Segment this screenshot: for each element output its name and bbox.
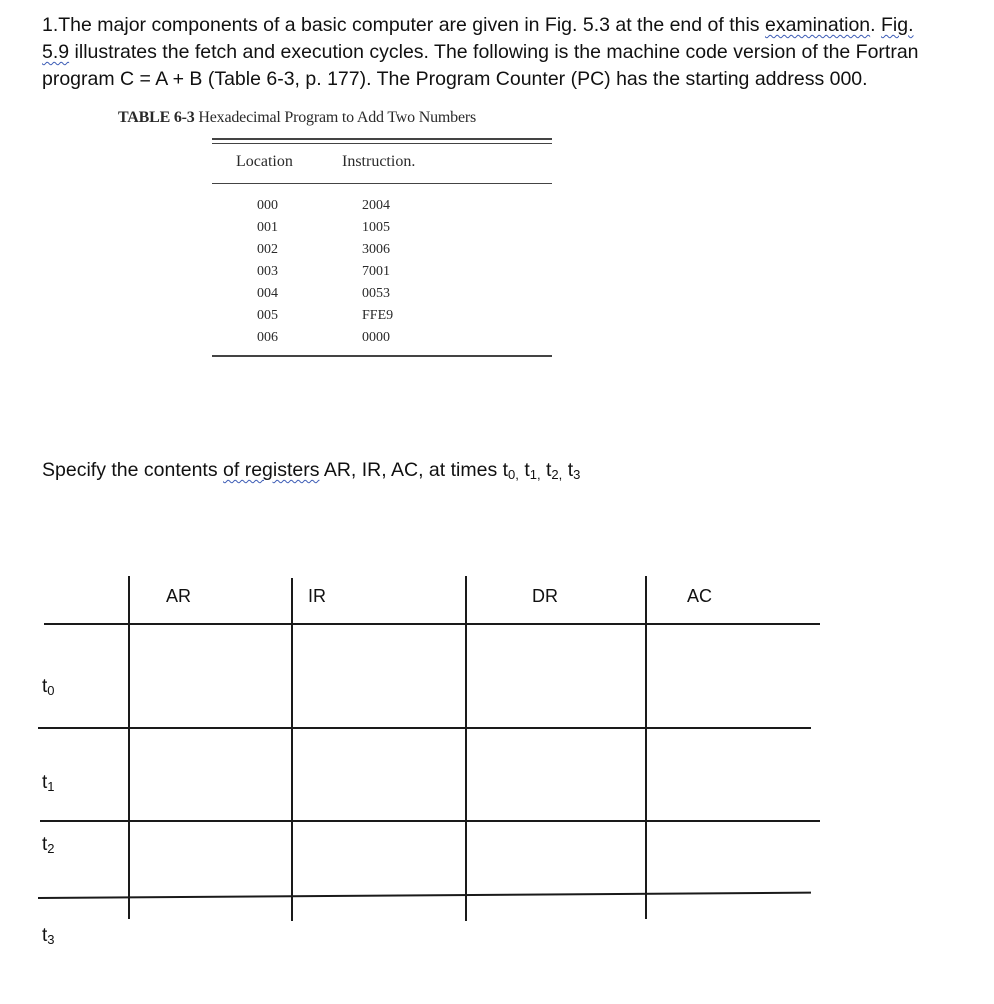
table-row-location: 002 bbox=[257, 242, 278, 257]
table-row-instruction: 2004 bbox=[362, 198, 390, 213]
row-label-sub: 3 bbox=[47, 932, 55, 947]
col-header-ir: IR bbox=[308, 586, 326, 606]
row-label-letter: t bbox=[42, 925, 48, 946]
table-row-location: 000 bbox=[257, 198, 278, 213]
spellcheck-word-examination: examination bbox=[764, 14, 871, 36]
row-label-letter: t bbox=[42, 834, 48, 855]
table-number: TABLE 6-3 bbox=[118, 109, 195, 126]
row-label-t2 bbox=[42, 834, 55, 856]
table-row-instruction: 7001 bbox=[362, 264, 390, 279]
question-line-2-text: illustrates the fetch and execution cycles. The following is the machine code version of the Fortran bbox=[69, 41, 919, 63]
question-line-1-text: 1.The major components of a basic computer are given in Fig. 5.3 at the end of this bbox=[42, 14, 765, 36]
table-title bbox=[118, 109, 476, 127]
prompt-t3-letter: t bbox=[567, 459, 574, 481]
row-label-sub: 1 bbox=[47, 779, 55, 794]
grid-vline-4 bbox=[645, 576, 647, 919]
prompt-t0-sub: 0, bbox=[508, 467, 519, 482]
row-label-sub: 0 bbox=[47, 683, 55, 698]
table-row-location: 004 bbox=[257, 286, 278, 301]
row-label-t3 bbox=[42, 925, 55, 947]
prompt-post: AR, IR, AC, at times t bbox=[319, 459, 509, 481]
table-row-instruction: 0000 bbox=[362, 330, 390, 345]
grid-vline-3 bbox=[465, 576, 467, 921]
table-row-instruction: 3006 bbox=[362, 242, 390, 257]
table-row-location: 003 bbox=[257, 264, 278, 279]
table-caption: Hexadecimal Program to Add Two Numbers bbox=[198, 109, 477, 126]
table-row-instruction: 0053 bbox=[362, 286, 390, 301]
table-row-location: 005 bbox=[257, 308, 278, 323]
table-6-3-scan bbox=[112, 103, 592, 393]
table-row-location: 001 bbox=[257, 220, 278, 235]
table-row-instruction: FFE9 bbox=[362, 308, 394, 323]
row-label-letter: t bbox=[42, 676, 48, 697]
col-header-location: Location bbox=[236, 153, 293, 170]
prompt-t2-sub: 2, bbox=[551, 467, 563, 482]
grid-hline-2 bbox=[38, 727, 811, 729]
table-row-location: 006 bbox=[257, 330, 278, 345]
table-top-rule-2 bbox=[212, 143, 552, 144]
col-header-ac: AC bbox=[687, 586, 713, 606]
grid-hline-1 bbox=[44, 623, 820, 625]
prompt-pre: Specify the contents bbox=[42, 459, 224, 481]
table-header-rule bbox=[212, 183, 552, 184]
question-line-3: program C = A + B (Table 6-3, p. 177). The Program Counter (PC) has the starting address 000. bbox=[42, 68, 868, 90]
prompt-t3-sub: 3 bbox=[573, 467, 581, 482]
grid-hline-3 bbox=[40, 820, 820, 822]
question-text bbox=[42, 12, 972, 93]
instruction-column bbox=[362, 195, 393, 349]
grid-vline-2 bbox=[291, 578, 293, 921]
prompt-text bbox=[42, 459, 580, 482]
question-line-1 bbox=[42, 12, 972, 39]
table-bottom-rule bbox=[212, 355, 552, 357]
table-row-instruction: 1005 bbox=[362, 220, 390, 235]
question-line-2 bbox=[42, 39, 972, 66]
grid-hline-4 bbox=[38, 892, 811, 899]
row-label-t0 bbox=[42, 676, 55, 698]
col-header-dr: DR bbox=[532, 586, 558, 606]
row-label-letter: t bbox=[42, 772, 48, 793]
spellcheck-word-fig: Fig. bbox=[880, 14, 914, 36]
prompt-t1-sub: 1, bbox=[529, 467, 541, 482]
prompt-t2-letter: t bbox=[546, 459, 552, 481]
spellcheck-word-5-9: 5.9 bbox=[42, 41, 70, 63]
prompt-t1-letter: t bbox=[524, 459, 530, 481]
row-label-t1 bbox=[42, 772, 55, 794]
row-label-sub: 2 bbox=[47, 841, 55, 856]
table-top-rule bbox=[212, 138, 552, 140]
question-line-1-mid: . bbox=[870, 14, 881, 36]
location-column bbox=[257, 195, 278, 349]
col-header-instruction: Instruction. bbox=[342, 153, 416, 170]
col-header-ar: AR bbox=[166, 586, 192, 606]
spellcheck-phrase-registers: of registers bbox=[223, 459, 320, 481]
grid-vline-1 bbox=[128, 576, 130, 919]
